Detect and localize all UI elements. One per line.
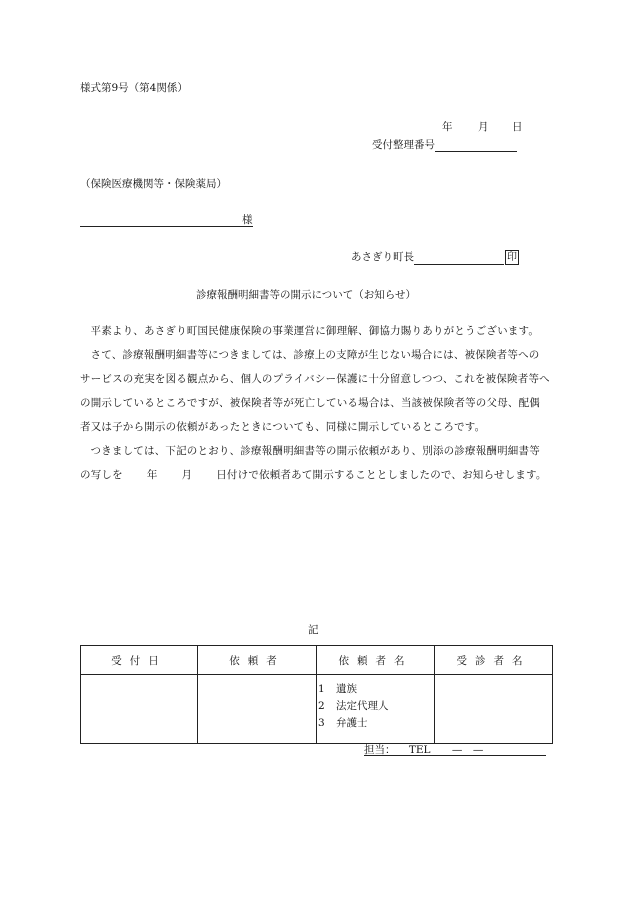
disclosure-table: [80, 645, 553, 744]
contact-tel-label: TEL: [408, 744, 431, 756]
table-row: [81, 675, 553, 744]
requester-option-lawyer[interactable]: 3 弁護士: [318, 717, 368, 729]
contact-label: 担当：: [364, 744, 396, 756]
recipient-line: [80, 212, 253, 227]
notice-month-label: 月: [181, 469, 193, 481]
cell-patient-name[interactable]: [435, 675, 553, 744]
paragraph-explanation: さて、診療報酬明細書等につきましては、診療上の支障が生じない場合には、被保険者等へのサービスの充実を図る観点から、個人のプライバシー保護に十分留意しつつ、これを被保険者等への開示しているところですが、被保険者等が死亡している場合は、当該被保険者等の父母、配偶者又は子から開示の依頼があったときについても、同様に開示しているところです。: [80, 349, 550, 433]
sender-line: [351, 249, 519, 265]
reception-number-field[interactable]: [435, 139, 517, 152]
recipient-honorific: 様: [242, 214, 253, 226]
header-requester-name: 依頼者名: [317, 646, 435, 675]
document-title: 診療報酬明細書等の開示について（お知らせ）: [196, 289, 416, 301]
paragraph-greeting: 平素より、あさぎり町国民健康保険の事業運営に御理解、御協力賜りありがとうございます。: [90, 325, 540, 337]
date-year-label: 年: [442, 121, 453, 133]
cell-reception-date[interactable]: [81, 675, 198, 744]
sender-label: あさぎり町長: [351, 251, 414, 263]
recipient-type: （保険医療機関等・保険薬局）: [80, 178, 227, 190]
ki-heading: 記: [308, 624, 319, 636]
reception-number: [372, 137, 517, 152]
recipient-name-field[interactable]: [80, 214, 242, 227]
requester-option-legal-representative[interactable]: 2 法定代理人: [318, 700, 389, 712]
table-header-row: [81, 646, 553, 675]
header-reception-date: 受付日: [81, 646, 198, 675]
requester-option-bereaved[interactable]: 1 遺族: [318, 683, 357, 695]
seal-mark: 印: [507, 252, 517, 263]
reception-number-label: 受付整理番号: [372, 139, 435, 151]
contact-line: [364, 742, 546, 756]
contact-dashes: — —: [451, 744, 484, 756]
date-day-label: 日: [512, 121, 523, 133]
sender-name-field[interactable]: [414, 252, 504, 265]
cell-requester: [198, 675, 389, 744]
date-month-label: 月: [478, 121, 489, 133]
header-requester: 依頼者: [198, 646, 317, 675]
paragraph-notice: [80, 439, 550, 487]
header-patient-name: 受診者名: [435, 646, 553, 675]
notice-text-before: つきましては、下記のとおり、診療報酬明細書等の開示依頼があり、別添の診療報酬明細書等の写しを: [80, 445, 540, 481]
body-text: [80, 319, 550, 487]
notice-year-label: 年: [146, 469, 158, 481]
form-number: 様式第9号（第4関係）: [80, 82, 188, 94]
notice-text-after: 日付けで依頼者あて開示することとしましたので、お知らせします。: [216, 469, 547, 481]
